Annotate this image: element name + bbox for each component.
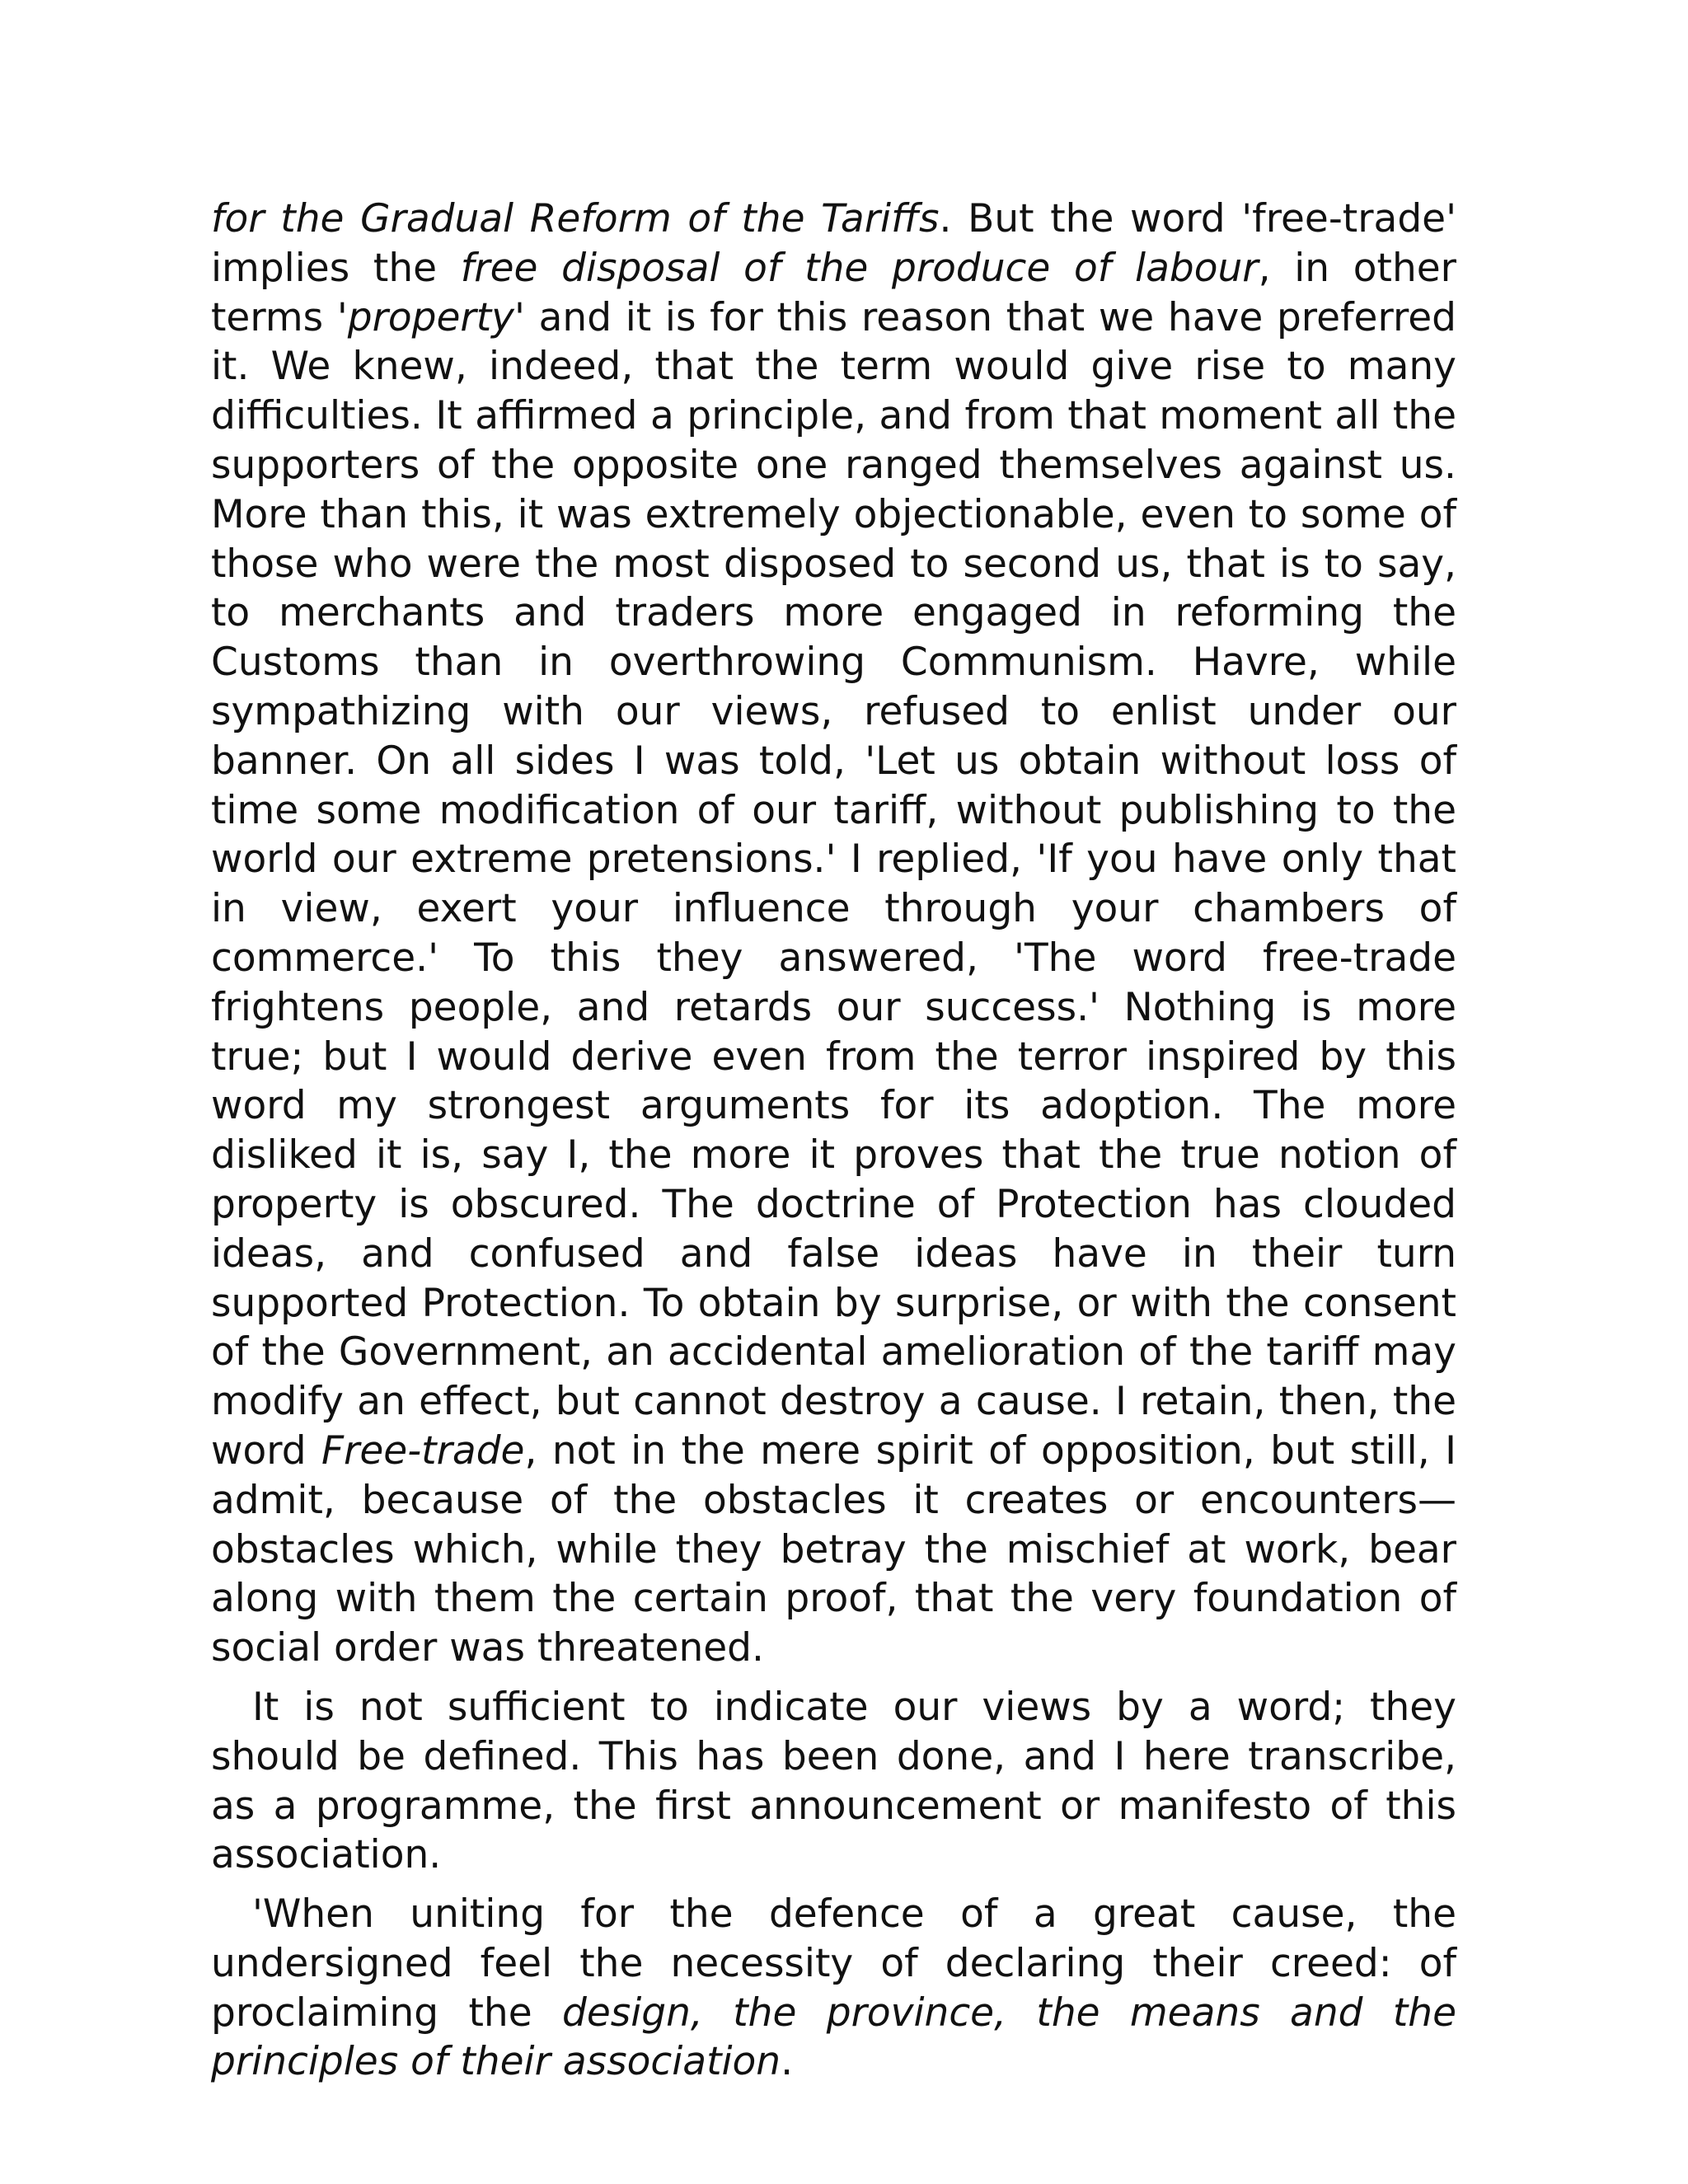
text-italic: property [347, 294, 514, 340]
paragraph-free-trade-term [211, 194, 1456, 1673]
text-run: . [781, 2039, 794, 2085]
text-run: ' and it is for this reason that we have preferred it. We knew, indeed, that the term would give rise to many difficulties. It affirmed a principle, and from that moment all the supporters of the opposite one ranged themselves against us. More than this, it was extremely objectionable, even to some of those who were the most disposed to second us, that is to say, to merchants and traders more engaged in reforming the Customs than in overthrowing Communism. Havre, while sympathizing with our views, refused to enlist under our banner. On all sides I was told, 'Let us obtain without loss of time some modification of our tariff, without publishing to the world our extreme pretensions.' I replied, 'If you have only that in view, exert your influence through your chambers of commerce.' To this they answered, 'The word free-trade frightens people, and retards our success.' Nothing is more true; but I would derive even from the terror inspired by this word my strongest arguments for its adoption. The more disliked it is, say I, the more it proves that the true notion of property is obscured. The doctrine of Protection has clouded ideas, and confused and false ideas have in their turn supported Protection. To obtain by surprise, or with the consent of the Government, an accidental amelioration of the tariff may modify an effect, but cannot destroy a cause. I retain, then, the word [211, 294, 1456, 1474]
text-run: 'When uniting for the defence of a great cause, the undersigned feel the necessity of declaring their creed: of proclaiming the [211, 1891, 1456, 2036]
paragraph-manifesto-opening [211, 1890, 1456, 2087]
text-italic: for the Gradual Reform of the Tariffs [211, 196, 940, 241]
text-run: It is not sufficient to indicate our views by a word; they should be defined. This has been done, and I here transcribe, as a programme, the first announcement or manifesto of this association. [211, 1684, 1456, 1878]
text-italic: design, the province, the means and the principles of their association [211, 1990, 1456, 2085]
paragraph-views-defined [211, 1683, 1456, 1880]
text-run: , in other terms ' [211, 245, 1456, 340]
page-body [211, 194, 1456, 2087]
text-run: . But the word 'free-trade' implies the [211, 196, 1457, 291]
text-italic: Free-trade [321, 1427, 525, 1474]
text-run: , not in the mere spirit of opposition, but still, I admit, because of the obstacles it creates or encounters—obstacles which, while they betray the mischief at work, bear along with them the certain proof, that the very foundation of social order was threatened. [211, 1427, 1457, 1671]
text-italic: free disposal of the produce of labour [460, 245, 1259, 291]
